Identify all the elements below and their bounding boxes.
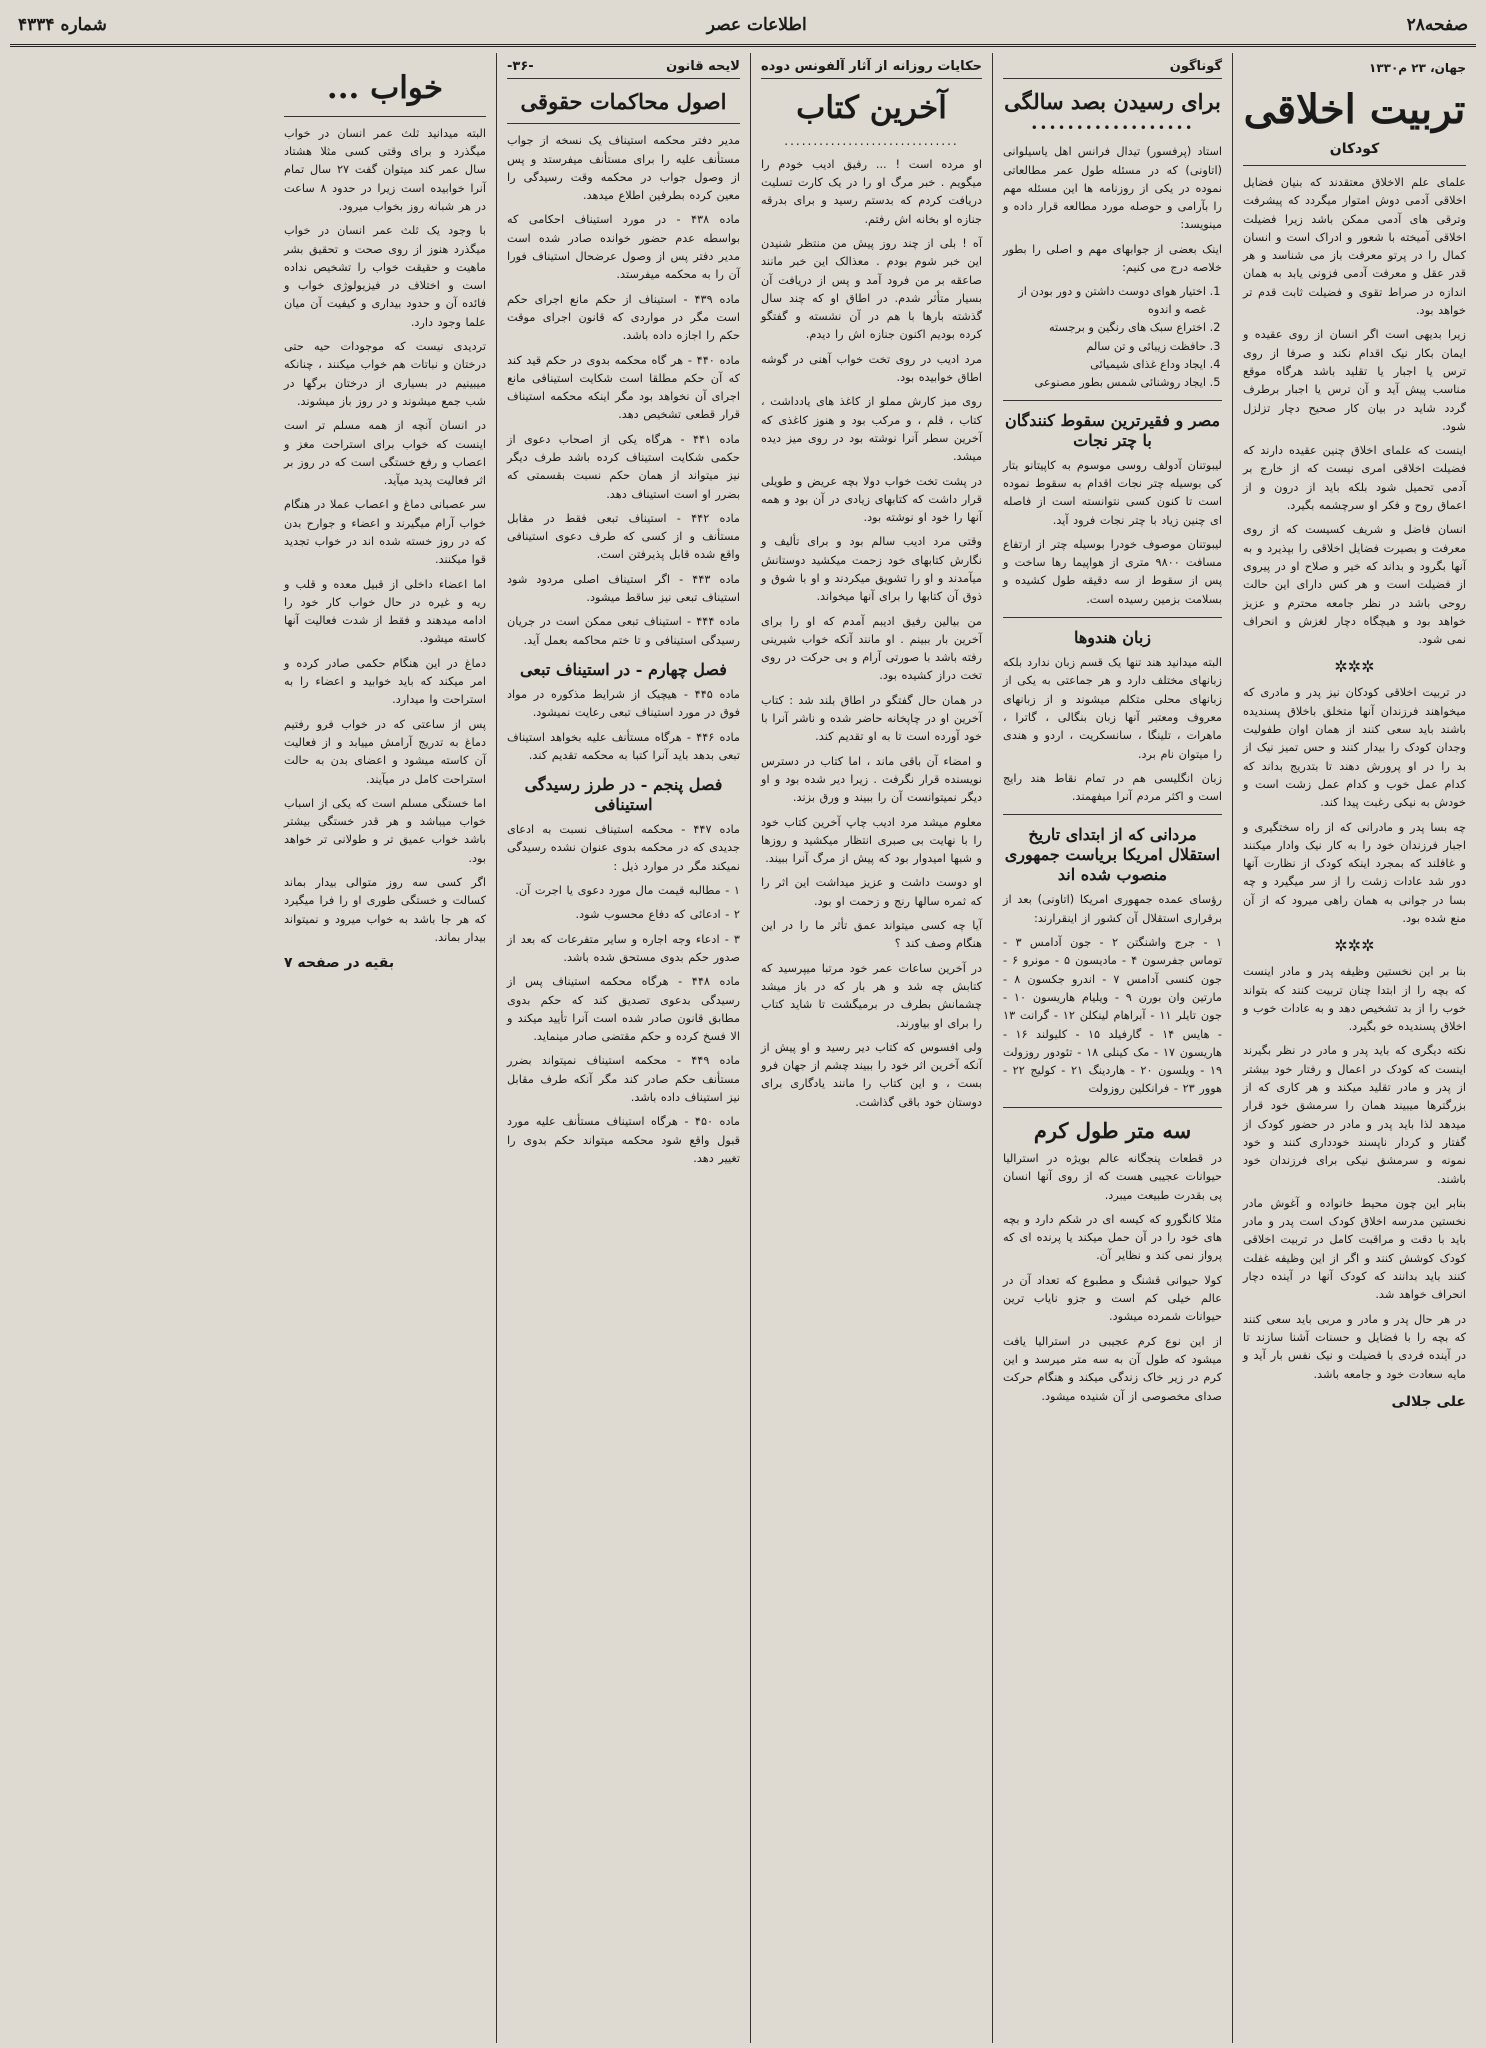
paragraph: و امضاء آن باقی ماند ، اما کتاب در دسترس نویسنده قرار نگرفت . زیرا دیر شده بود و او دیگر نمیتوانست آن را ببیند و ورق بزند. [761, 754, 982, 805]
paragraph: علمای علم الاخلاق معتقدند که بنیان فضایل اخلاقی آدمی دوش امتوار میگردد که پیشرفت وترقی های آدمی ممکن باشد زیرا فضیلت اخلاقی آمیخته با شعور و ادراک است و انسان کمال را در پرتو معرفت باز می شناسد و هر قدر عقل و معرفت آدمی فزونی یابد به همان اندازه در صراط تقوی و فضیلت ثابت قدم تر خواهد بود. [1243, 176, 1466, 318]
paragraph: زیرا بدیهی است اگر انسان از روی عقیده و ایمان بکار نیک اقدام نکند و صرفا از روی ترس یا اجبار یا تقلید باشد هرگاه موقع مناسب پیش آید و آن ترس یا اجبار برطرف گردد شاید در بیان کار صحیح دچار تزلزل شود. [1243, 328, 1466, 433]
paragraph: در قطعات پنجگانه عالم بویژه در استرالیا حیوانات عجیبی هست که از روی آنها انسان پی بقدرت طبیعت میبرد. [1003, 1151, 1222, 1202]
paragraph: اینست که علمای اخلاق چنین عقیده دارند که فضیلت اخلاقی امری نیست که از خارج بر آدمی تحمیل شود بلکه باید از درون و از اعماق روح و فکر او سرچشمه بگیرد. [1243, 444, 1466, 513]
list-item: 5. ایجاد روشنائی شمس بطور مصنوعی [1003, 374, 1206, 392]
paragraph: اما اعضاء داخلی از قبیل معده و قلب و ریه و غیره در حال خواب کار خود را ادامه میدهند و فقط از شدت فعالیت آنها کاسته میشود. [284, 577, 486, 646]
paragraph: آیا چه کسی میتواند عمق تأثر ما را در این هنگام وصف کند ؟ [761, 919, 982, 951]
paragraph: تردیدی نیست که موجودات حیه حتی درختان و نباتات هم خواب میکنند ، چنانکه میبینیم در بسیاری از درختان برگها در شب جمع میشوند و در روز باز میشوند. [284, 340, 486, 408]
section-kicker [761, 59, 982, 79]
paragraph: کولا حیوانی قشنگ و مطبوع که تعداد آن در عالم خیلی کم است و جزو نایاب ترین حیوانات شمرده میشود. [1003, 1273, 1222, 1324]
issue-number: شماره ۴۳۳۴ [18, 15, 107, 35]
divider [1003, 617, 1222, 618]
kicker-left: از آثار آلفونس دوده [761, 59, 888, 74]
paragraph: مرد ادیب در روی تخت خواب آهنی در گوشه اطاق خوابیده بود. [761, 352, 982, 385]
dot-divider: •••••••••••••••••• [1030, 121, 1195, 136]
paragraph: زبان انگلیسی هم در تمام نقاط هند رایج است و اکثر مردم آنرا میفهمند. [1003, 771, 1222, 804]
article-subheadline: کودکان [1329, 141, 1380, 157]
paragraph: ماده ۴۴۴ - استیناف تبعی ممکن است در جریان رسیدگی استینافی و تا ختم محاکمه بعمل آید. [507, 615, 740, 647]
columns [10, 53, 1476, 2043]
paragraph: ولی افسوس که کتاب دیر رسید و او پیش از آنکه آخرین اثر خود را ببیند چشم از جهان فرو بست ، و این کتاب را مانند یادگاری برای دوستان خود باقی گذاشت. [761, 1040, 982, 1109]
paragraph: ماده ۴۴۹ - محکمه استیناف نمیتواند بضرر مستأنف حکم صادر کند مگر آنکه طرف مقابل نیز استیناف داده باشد. [507, 1054, 740, 1105]
paragraph: او دوست داشت و عزیز میداشت این اثر را که ثمره سالها رنج و زحمت او بود. [761, 876, 982, 908]
paragraph: ماده ۴۳۸ - در مورد استیناف احکامی که بواسطه عدم حضور خوانده صادر شده است مدیر دفتر پس از وصول عرضحال استیناف فورا آن را به محکمه میفرستد. [507, 213, 740, 282]
newspaper-name: اطلاعات عصر [706, 15, 807, 35]
paragraph: البته میدانید هند تنها یک قسم زبان ندارد بلکه زبانهای مختلف دارد و هر جماعتی به یکی از زبانهای محلی متکلم میشوند و از زبانهای معروف ومعتبر آنها زبان بنگالی ، گاترا ، ماهرات ، تلینگا ، سانسکریت ، اردو و هندی را میتوان نام برد. [1003, 656, 1222, 761]
chapter-heading: فصل پنجم - در طرز رسیدگی استینافی [524, 775, 723, 815]
paragraph: ۱ - مطالبه قیمت مال مورد دعوی یا اجرت آن. [515, 884, 740, 898]
paragraph: رؤسای عمده جمهوری امریکا (اتاونی) بعد از برقراری استقلال آن کشور از اینقرارند: [1003, 893, 1222, 925]
article-headline: خواب ... [326, 70, 444, 106]
paragraph: مدیر دفتر محکمه استیناف یک نسخه از جواب مستأنف علیه را برای مستأنف میفرستد و پس از وصول جواب در محکمه وقت رسیدگی را معین کرده بطرفین اطلاع میدهد. [507, 134, 740, 203]
paragraph: بنا بر این نخستین وظیفه پدر و مادر اینست که بچه را از ابتدا چنان تربیت کنند که بتواند خوب را از بد تشخیص دهد و به عادات خوب و اخلاق پسندیده خو بگیرد. [1243, 965, 1466, 1034]
divider [1003, 1107, 1222, 1108]
column-last-book [750, 53, 992, 2043]
corner-date: جهان، ۲۳ م۱۳۳۰ [1369, 61, 1466, 75]
paragraph: چه بسا پدر و مادرانی که از راه سختگیری و اجبار فرزندان خود را به کار نیک وادار میکنند و غافلند که بمجرد اینکه کودک از نظارت آنها دور شد عادات زشت را از سر میگیرد و چه بسا در جوانی به همان راهی میرود که از آن منع شده بود. [1243, 820, 1466, 925]
section-kicker [507, 59, 740, 79]
paragraph: اما خستگی مسلم است که یکی از اسباب خواب میباشد و هر قدر خستگی بیشتر باشد خواب عمیق تر و طولانی تر خواهد بود. [284, 796, 486, 865]
kicker-left: -۳۶- [507, 59, 534, 74]
paragraph: در همان حال گفتگو در اطاق بلند شد : کتاب آخرین او در چاپخانه حاضر شده و ناشر آنرا با خود آورده است تا به او تقدیم کند. [761, 693, 982, 744]
page-label: صفحه۲۸ [1406, 15, 1468, 35]
paragraph: ماده ۴۴۱ - هرگاه یکی از اصحاب دعوی از حکمی شکایت استیناف کرده باشد طرف دیگر نیز میتواند از همان حکم نسبت بقسمتی که بضرر او است استیناف دهد. [507, 432, 740, 501]
paragraph: ماده ۴۴۶ - هرگاه مستأنف علیه بخواهد استیناف تبعی بدهد باید آنرا کتبا به محکمه تقدیم کند. [507, 730, 740, 762]
paragraph: من بیالین رفیق ادیبم آمدم که او را برای آخرین بار ببینم . او مانند آنکه خواب شیرینی رفته باشد با صورتی آرام و بی حرکت در روی تخت دراز کشیده بود. [761, 614, 982, 683]
paragraph: ماده ۴۴۳ - اگر استیناف اصلی مردود شود استیناف تبعی نیز ساقط میشود. [507, 572, 740, 605]
paragraph: ماده ۴۴۸ - هرگاه محکمه استیناف پس از رسیدگی بدعوی تصدیق کند که حکم بدوی مطابق قانون صادر شده است آنرا تأیید میکند و الا فسخ کرده و حکم مقتضی صادر مینماید. [507, 975, 740, 1044]
paragraph: او مرده است ! ... رفیق ادیب خودم را میگویم . خبر مرگ او را در یک کارت تسلیت دریافت کردم که بدستم رسید و برای بدرقه جنازه او بخانه اش رفتم. [761, 157, 982, 226]
paragraph: با وجود یک ثلث عمر انسان در خواب میگذرد هنوز از روی صحت و تحقیق بشر ماهیت و حقیقت خواب را تشخیص نداده است و اختلاف در فیزیولوژی خواب و فائده آن و حدود بیداری و کیفیت آن میان علما وجود دارد. [284, 224, 486, 329]
paragraph: ماده ۴۴۷ - محکمه استیناف نسبت به ادعای جدیدی که در محکمه بدوی عنوان نشده رسیدگی نمیکند مگر در موارد ذیل : [507, 823, 740, 873]
dot-divider: .............................. [784, 133, 959, 148]
list-item: 3. حافظت زیبائی و تن سالم [1003, 338, 1206, 356]
ornament-stars: ✲✲✲ [1334, 657, 1375, 677]
paragraph: پس از ساعتی که در خواب فرو رفتیم دماغ به تدریج آرامش مییابد و از فعالیت آن کاسته میشود و اعضای بدن به حالت استراحت کامل در میآیند. [284, 717, 486, 786]
article-headline: اصول محاکمات حقوقی [520, 89, 727, 114]
article-headline: سه متر طول کرم [1033, 1117, 1192, 1143]
paragraph: انسان فاضل و شریف کسیست که از روی معرفت و بصیرت فضایل اخلاقی را بپذیرد و به آنها بگرود و بداند که خیر و صلاح او در پیروی از فضیلت است و هر کس دارای این حالت روحی باشد در نظر جامعه محترم و عزیز خواهد بود و هیچگاه دچار لغزش و انحراف نمی شود. [1243, 523, 1466, 647]
paragraph: از این نوع کرم عجیبی در استرالیا یافت میشود که طول آن به سه متر میرسد و این کرم در زیر خاک زندگی میکند و هنگام حرکت صدای مخصوصی از آن شنیده میشود. [1003, 1334, 1222, 1403]
paragraph: مثلا کانگورو که کیسه ای در شکم دارد و بچه های خود را در آن حمل میکند یا پرنده ای که پرواز نمی کند و نظایر آن. [1003, 1212, 1222, 1263]
paragraph: ماده ۴۵۰ - هرگاه استیناف مستأنف علیه مورد قبول واقع شود محکمه میتواند حکم بدوی را تغییر دهد. [507, 1115, 740, 1165]
paragraph: لیبوتنان آدولف روسی موسوم به کاپیتانو بتار کی بوسیله چتر نجات اقدام به سقوط نموده است تا کنون کسی نتوانسته است از فاصله ای چنین زیاد با چتر نجات فرود آید. [1003, 458, 1222, 527]
column-civil-procedure [496, 53, 750, 2043]
ornament-stars: ✲✲✲ [1334, 936, 1375, 956]
paragraph: نکته دیگری که باید پدر و مادر در نظر بگیرند اینست که کودک در اعمال و رفتار خود بیشتر از پدر و مادر تقلید میکند و هر کاری که از بزرگترها میبیند همان را سرمشق خود قرار میدهد لذا باید پدر و مادر در حضور کودک از گفتار و کردار ناپسند خودداری کنند و خود نمونه و سرمشق نیکی برای فرزندان خود باشند. [1243, 1044, 1466, 1186]
paragraph: در پشت تخت خواب دولا بچه عریض و طویلی قرار داشت که کتابهای زیادی در آن بود و همه آنها را خود او نوشته بود. [761, 474, 982, 525]
paragraph: دماغ در این هنگام حکمی صادر کرده و امر میکند که باید خوابید و اعضاء را به استراحت وا میدارد. [284, 656, 486, 707]
divider [1003, 814, 1222, 815]
paragraph: ماده ۴۴۰ - هر گاه محکمه بدوی در حکم قید کند که آن حکم مطلقا است شکایت استینافی مانع اجرای آن نخواهد بود مگر اینکه محکمه استیناف قرار قطعی تشخیص دهد. [507, 353, 740, 422]
article-headline: مصر و فقیرترین سقوط کنندگان با چتر نجات [1004, 410, 1221, 450]
article-headline: مردانی که از ابتدای تاریخ استقلال امریکا بریاست جمهوری منصوب شده اند [1004, 825, 1221, 885]
paragraph: ۲ - ادعائی که دفاع محسوب شود. [575, 908, 740, 922]
paragraph: استاد (پرفسور) تیدال فرانس اهل یاسیلوانی (اتاونی) که در مسئله طول عمر مطالعاتی نموده در یکی از روزنامه ها این مسئله مهم را بآرامی و حوصله مورد مطالعه قرار داده و مینویسد: [1003, 145, 1222, 232]
article-headline: زبان هندوها [1073, 628, 1152, 648]
paragraph: ۱ - جرج واشنگتن ۲ - جون آدامس ۳ - توماس جفرسون ۴ - مادیسون ۵ - مونرو ۶ - جون کنسی آدامس ۷ - اندرو جکسون ۸ - مارتین وان بورن ۹ - ویلیام هاریسون ۱۰ - جون تایلر ۱۱ - آبراهام لینکلن ۱۲ - گرانت ۱۳ - هایس ۱۴ - گارفیلد ۱۵ - کلیولند ۱۶ - هاریسون ۱۷ - مک کینلی ۱۸ - تئودور روزولت ۱۹ - ویلسون ۲۰ - هاردینگ ۲۱ - کولیج ۲۲ - هوور ۲۳ - فرانکلین روزولت [1003, 936, 1223, 1096]
numbered-list [1003, 283, 1222, 391]
paragraph: روی میز کارش مملو از کاغذ های یادداشت ، کتاب ، قلم ، و مرکب بود و هنوز کاغذی که آخرین سطر آنرا نوشته بود در روی میز دیده میشد. [761, 395, 982, 464]
paragraph: در آخرین ساعات عمر خود مرتبا میپرسید که کتابش چه شد و هر بار که در باز میشد چشمانش بطرف در برمیگشت تا شاید کتاب را برای او بیاورند. [761, 961, 982, 1030]
paragraph: آه ! بلی از چند روز پیش من منتظر شنیدن این خبر شوم بودم . معذالک این خبر مانند صاعقه بر من فرود آمد و پس از دریافت آن بسیار متأثر شدم. در اطاق او که چند سال گذشته بارها با هم در آن نشسته و گفتگو کرده بودیم اکنون جنازه اش را دیدم. [761, 236, 982, 342]
paragraph: ماده ۴۳۹ - استیناف از حکم مانع اجرای حکم است مگر در مواردی که قانون اجرای موقت حکم را اجازه داده باشد. [507, 292, 740, 343]
kicker-label: گوناگون [1169, 59, 1222, 74]
author-signature: علی جلالی [1391, 1393, 1466, 1410]
paragraph: در هر حال پدر و مادر و مربی باید سعی کنند که بچه را با فضایل و حسنات آشنا سازند تا در آینده فردی با فضیلت و نیک نفس بار آید و مایه سعادت خود و جامعه باشد. [1243, 1312, 1466, 1381]
paragraph: اینک بعضی از جوابهای مهم و اصلی را بطور خلاصه درج می کنیم: [1003, 242, 1222, 275]
column-moral-education [1232, 53, 1476, 2043]
article-headline: آخرین کتاب [796, 90, 947, 126]
column-sleep [274, 53, 496, 2043]
paragraph: در تربیت اخلاقی کودکان نیز پدر و مادری که میخواهند فرزندان آنها متخلق باخلاق پسندیده باشند باید سعی کنند از همان اوان طفولیت وجدان کودک را بیدار کنند و حس تمیز نیک از بد را در او پرورش دهند تا بتدریج بداند که کدام عمل خوب و کدام عمل زشت است و خودش به نیکی رغبت پیدا کند. [1243, 686, 1466, 810]
paragraph: لیبوتنان موصوف خودرا بوسیله چتر از ارتفاع مسافت ۹۸۰۰ متری از هواپیما رها ساخت و پس از سقوط از سه دقیقه طول کشیده و بسلامت بزمین رسیده است. [1003, 537, 1223, 606]
paragraph: ۳ - ادعاء وجه اجاره و سایر متفرعات که بعد از صدور حکم بدوی مستحق شده باشد. [507, 932, 740, 964]
kicker-right: لایحه قانون [666, 59, 740, 74]
kicker-right: حکایات روزانه [892, 59, 982, 74]
paragraph: ماده ۴۴۵ - هیچیک از شرایط مذکوره در مواد فوق در مورد استیناف تبعی رعایت نمیشود. [507, 687, 740, 720]
article-headline: تربیت اخلاقی [1243, 86, 1466, 133]
paragraph: البته میدانید ثلث عمر انسان در خواب میگذرد و برای وقتی کسی مثلا هشتاد سال عمر کند میتوان گفت ۲۷ سال تمام آنرا خوابیده است زیرا در حدود ۸ ساعت در هر شبانه روز بخواب میرود. [284, 126, 486, 213]
continued-notice: بقیه در صفحه ۷ [284, 955, 395, 972]
section-kicker [1003, 59, 1222, 79]
paragraph: بنابر این چون محیط خانواده و آغوش مادر نخستین مدرسه اخلاق کودک است پدر و مادر باید با دقت و مراقبت کامل در تربیت اخلاقی کودک کوشش کنند و اگر از این وظیفه غفلت کنند باید بدانند که کودک آنها در آینده دچار انحراف خواهد شد. [1243, 1196, 1466, 1302]
paragraph: وقتی مرد ادیب سالم بود و برای تألیف و نگارش کتابهای خود زحمت میکشید دوستانش میآمدند و او را تشویق میکردند و او با شوق و ذوق آن کتابها را برای آنها میخواند. [761, 535, 982, 604]
paragraph: سر عصبانی دماغ و اعصاب عملا در هنگام خواب آرام میگیرند و اعضاء و جوارح بدن که در روز خسته شده اند در خواب تجدید قوا میکنند. [284, 498, 486, 567]
masthead [10, 6, 1476, 47]
list-item: 2. اختراع سبک های رنگین و برجسته [1003, 319, 1206, 337]
divider [1243, 165, 1466, 166]
divider [507, 123, 740, 124]
list-item: 4. ایجاد وداع غذای شیمیائی [1003, 356, 1206, 374]
paragraph: در انسان آنچه از همه مسلم تر است اینست که خواب برای استراحت مغز و اعصاب و رفع خستگی است که در روز بر اثر فعالیت پدید میآید. [284, 419, 486, 488]
list-item: 1. اختیار هوای دوست داشتن و دور بودن از غصه و اندوه [1003, 283, 1206, 319]
divider [284, 116, 486, 117]
paragraph: اگر کسی سه روز متوالی بیدار بماند کسالت و خستگی طوری او را فرا میگیرد که هر جا باشد به خواب میرود و نمیتواند بیدار بماند. [284, 876, 486, 944]
column-miscellany [992, 53, 1232, 2043]
paragraph: ماده ۴۴۲ - استیناف تبعی فقط در مقابل مستأنف و از کسی که طرف دعوی استینافی واقع شده قابل پذیرفتن است. [507, 511, 740, 562]
article-headline: برای رسیدن بصد سالگی [1004, 89, 1221, 114]
chapter-heading: فصل چهارم - در استیناف تبعی [520, 659, 727, 679]
divider [1003, 400, 1222, 401]
paragraph: معلوم میشد مرد ادیب چاپ آخرین کتاب خود را با نهایت بی صبری انتظار میکشید و روزها و شبها امیدوار بود که پیش از مرگ آنرا ببیند. [761, 815, 982, 866]
